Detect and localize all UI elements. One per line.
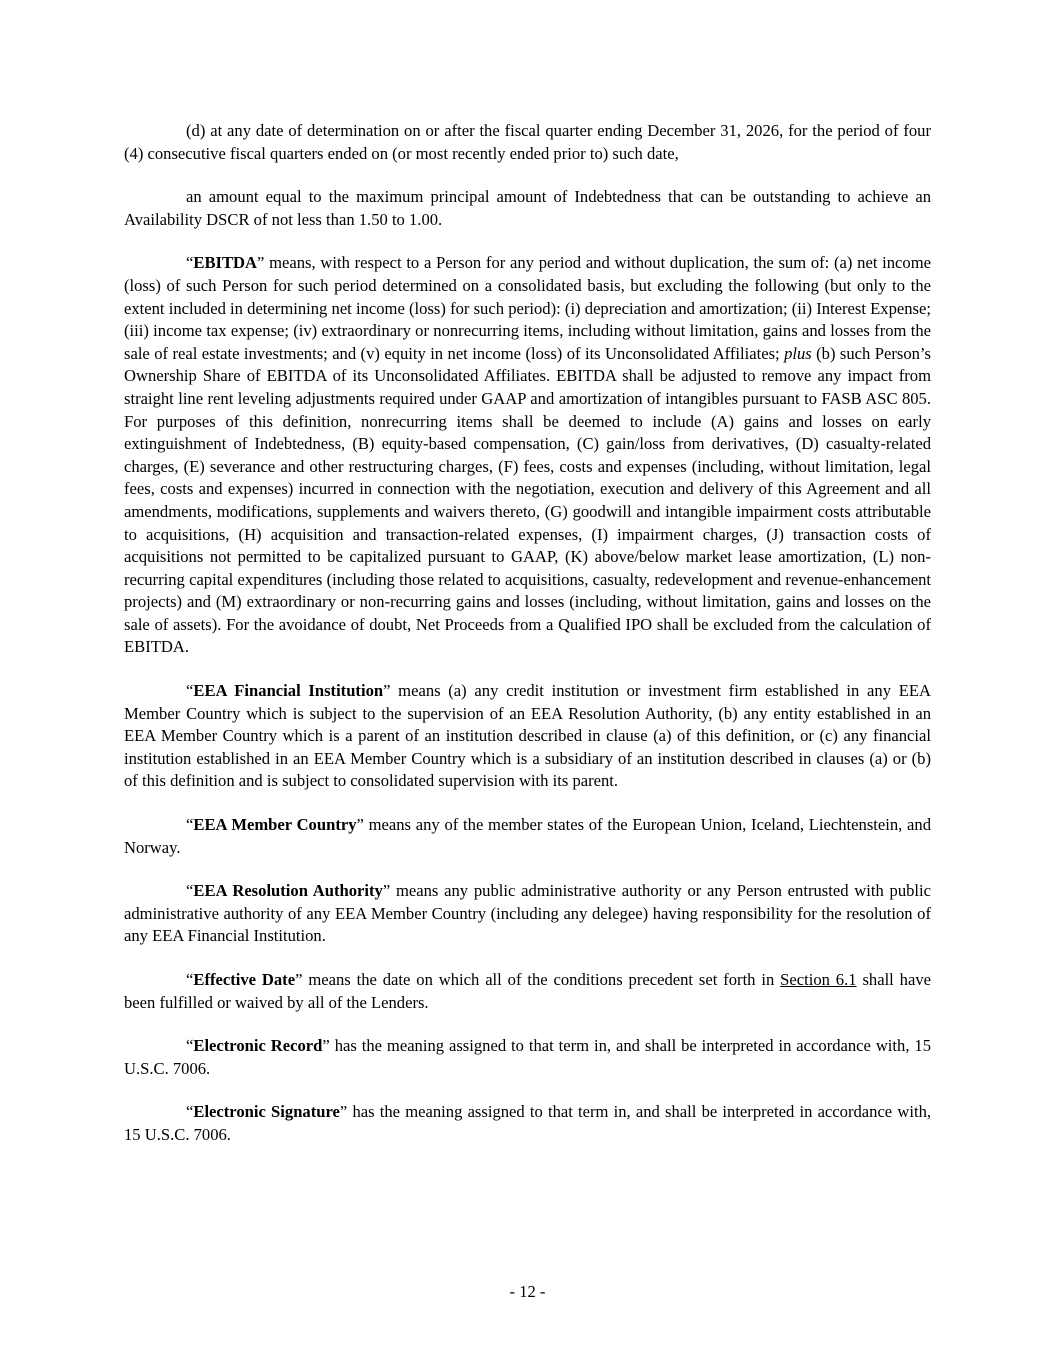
ebitda-italic-plus: plus xyxy=(784,343,812,363)
definition-effective-date xyxy=(124,969,931,1014)
electronic-signature-text: ” has the meaning assigned to that term in, and shall be interpreted in accordance with, 15 U.S.C. 7006. xyxy=(124,1102,932,1144)
open-quote: “ xyxy=(186,881,194,901)
eea-financial-institution-text: ” means (a) any credit institution or investment firm established in any EEA Member Country which is subject to the supervision of an EEA Resolution Authority, (b) any entity established in an EEA Member Country which is a parent of an institution described in clause (a) of this definition, or (c) any financial institution established in an EEA Member Country which is a subsidiary of an institution described in clauses (a) or (b) of this definition and is subject to consolidated supervision with its parent. xyxy=(124,681,931,791)
section-reference-link[interactable]: Section 6.1 xyxy=(780,970,857,989)
defined-term-ebitda: EBITDA xyxy=(193,253,258,273)
paragraph-amount-clause xyxy=(124,186,931,231)
eea-member-country-text: ” means any of the member states of the European Union, Iceland, Liechtenstein, and Norway. xyxy=(124,815,932,857)
open-quote: “ xyxy=(186,253,194,273)
d-clause-text: (d) at any date of determination on or after the fiscal quarter ending December 31, 2026, for the period of four (4) consecutive fiscal quarters ended on (or most recently ended prior to) such date, xyxy=(124,121,931,163)
ebitda-text-part-2: (b) such Person’s Ownership Share of EBITDA of its Unconsolidated Affiliates. EBITDA shall be adjusted to remove any impact from straight line rent leveling adjustments required under GAAP and amortization of intangibles pursuant to FASB ASC 805. For purposes of this definition, nonrecurring items shall be deemed to include (A) gains and losses on early extinguishment of Indebtedness, (B) equity-based compensation, (C) gain/loss from derivatives, (D) casualty-related charges, (E) severance and other restructuring charges, (F) fees, costs and expenses (including, without limitation, legal fees, costs and expenses) incurred in connection with the negotiation, execution and delivery of this Agreement and all amendments, modifications, supplements and waivers thereto, (G) goodwill and intangible impairment costs attributable to acquisitions, (H) acquisition and transaction-related expenses, (I) impairment charges, (J) transaction costs of acquisitions not permitted to be capitalized pursuant to GAAP, (K) above/below market lease amortization, (L) non-recurring capital expenditures (including those related to acquisitions, casualty, redevelopment and revenue-enhancement projects) and (M) extraordinary or non-recurring gains and losses (including, without limitation, gains and losses on the sale of assets). For the avoidance of doubt, Net Proceeds from a Qualified IPO shall be excluded from the calculation of EBITDA. xyxy=(124,343,931,657)
defined-term-electronic-signature: Electronic Signature xyxy=(193,1102,340,1122)
document-body xyxy=(124,120,931,1168)
page-number: - 12 - xyxy=(509,1282,546,1301)
electronic-record-text: ” has the meaning assigned to that term in, and shall be interpreted in accordance with, 15 U.S.C. 7006. xyxy=(124,1036,931,1078)
open-quote: “ xyxy=(186,681,194,701)
defined-term-eea-financial-institution: EEA Financial Institution xyxy=(193,681,384,701)
open-quote: “ xyxy=(186,1036,194,1056)
defined-term-electronic-record: Electronic Record xyxy=(193,1036,323,1056)
effective-date-text-part-1: ” means the date on which all of the conditions precedent set forth in xyxy=(295,970,781,989)
eea-resolution-authority-text: ” means any public administrative authority or any Person entrusted with public administrative authority of any EEA Member Country (including any delegee) having responsibility for the resolution of any EEA Financial Institution. xyxy=(124,881,932,946)
definition-electronic-signature xyxy=(124,1101,931,1146)
definition-eea-member-country xyxy=(124,814,931,859)
paragraph-d-clause xyxy=(124,120,931,165)
defined-term-eea-member-country: EEA Member Country xyxy=(193,815,357,835)
ebitda-text-part-1: ” means, with respect to a Person for any period and without duplication, the sum of: (a) net income (loss) of such Person for such period determined on a consolidated basis, but excluding the following (but only to the extent included in determining net income (loss) for such period): (i) depreciation and amortization; (ii) Interest Expense; (iii) income tax expense; (iv) extraordinary or nonrecurring items, including without limitation, gains and losses from the sale of real estate investments; and (v) equity in net income (loss) of its Unconsolidated Affiliates; xyxy=(124,253,931,363)
definition-eea-financial-institution xyxy=(124,680,931,793)
amount-clause-text: an amount equal to the maximum principal amount of Indebtedness that can be outstanding to achieve an Availability DSCR of not less than 1.50 to 1.00. xyxy=(124,187,931,229)
open-quote: “ xyxy=(186,1102,194,1122)
definition-eea-resolution-authority xyxy=(124,880,931,948)
effective-date-text-part-2: shall have been fulfilled or waived by all of the Lenders. xyxy=(124,970,931,1012)
defined-term-eea-resolution-authority: EEA Resolution Authority xyxy=(193,881,383,901)
open-quote: “ xyxy=(186,815,194,835)
open-quote: “ xyxy=(186,970,194,989)
definition-electronic-record xyxy=(124,1035,931,1080)
definition-ebitda xyxy=(124,252,931,659)
defined-term-effective-date: Effective Date xyxy=(193,970,296,989)
